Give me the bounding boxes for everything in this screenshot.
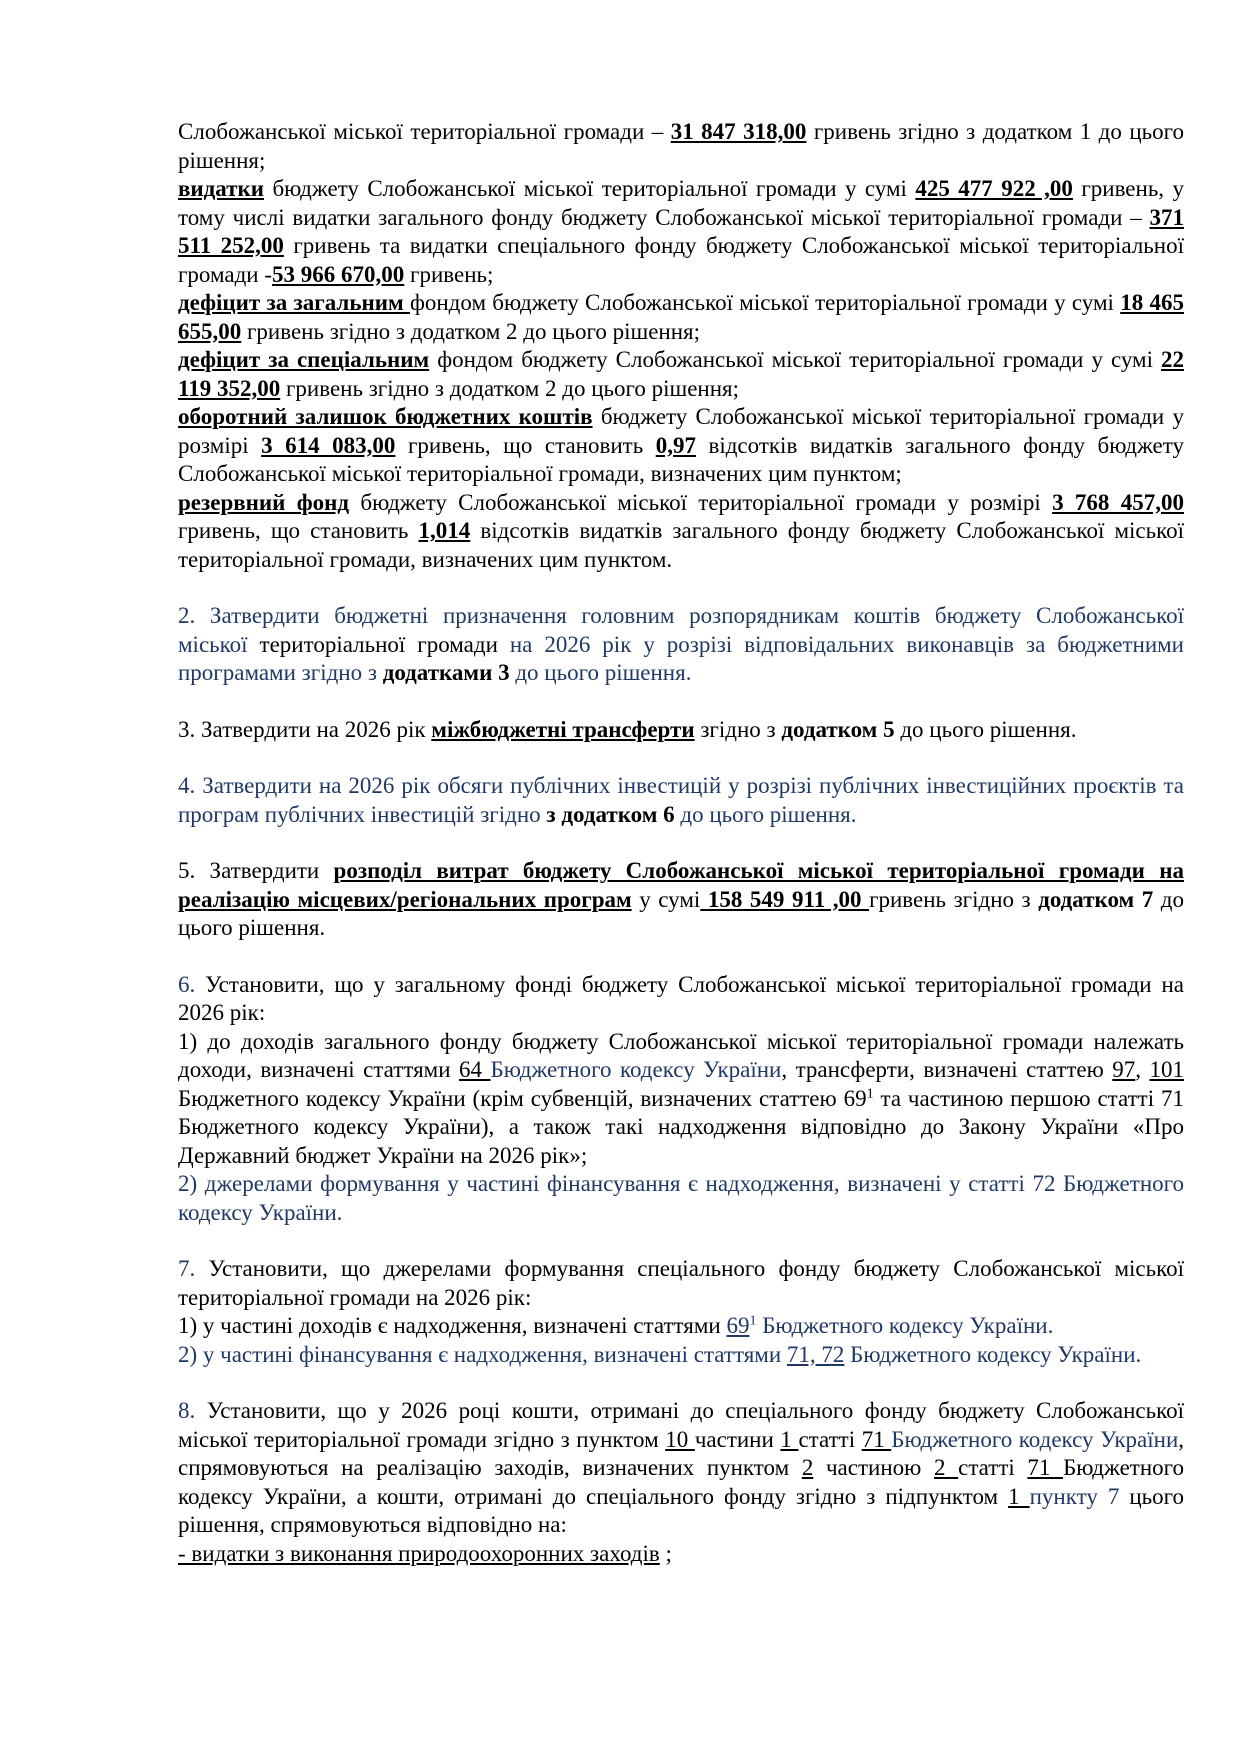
text: 5. Затвердити xyxy=(178,858,334,883)
text: - видатки з виконання природоохоронних заходів xyxy=(178,1540,660,1566)
text: Бюджетного кодексу України xyxy=(891,1426,1179,1452)
amount-deficit-general: 18 465 655,00 xyxy=(178,290,1184,344)
term-deficit-special: дефіцит за спеціальним xyxy=(178,347,430,372)
appendix-5-ref: додатком 5 xyxy=(781,716,895,742)
text: цього рішення, спрямовуються відповідно на: xyxy=(178,1483,1184,1537)
text: відсотків видатків загального фонду бюджету Слобожанської міської територіальної громади, визначених цим пунктом; xyxy=(178,432,1184,486)
text: фондом бюджету Слобожанської міської територіальної громади у сумі xyxy=(429,347,1161,372)
paragraph-revenues-general-fund xyxy=(178,118,1184,175)
item-5 xyxy=(178,857,1184,943)
amount-programs: 158 549 911 ,00 xyxy=(700,886,870,912)
item-6 xyxy=(178,971,1184,1028)
text: гривень; xyxy=(404,261,494,287)
text: бюджету Слобожанської міської територіальної громади у розмірі xyxy=(349,489,1053,515)
article-ref: 69 xyxy=(726,1313,750,1338)
text: гривень, у тому числі видатки загального фонду бюджету Слобожанської міської територіальної громади – xyxy=(178,176,1184,230)
text: Слобожанської міської територіальної громади – xyxy=(178,119,671,144)
paragraph-deficit-general xyxy=(178,289,1184,346)
superscript: 1 xyxy=(866,1085,874,1101)
text: 2. Затвердити бюджетні призначення головним розпорядникам коштів бюджету Слобожанської міської xyxy=(178,603,1184,657)
text: 2) у частині фінансування є надходження, визначені статтями xyxy=(178,1341,787,1367)
text: Бюджетного кодексу України. xyxy=(844,1341,1142,1367)
item-6-subitem-2: 2) джерелами формування у частині фінансування є надходження, визначені у статті 72 Бюджетного кодексу України. xyxy=(178,1171,1184,1225)
text: гривень, що становить xyxy=(395,432,656,458)
text: гривень та видатки спеціального фонду бюджету Слобожанської міської територіальної громади - xyxy=(178,233,1184,287)
item-7-subitem-1 xyxy=(178,1312,1184,1341)
text: відсотків видатків загального фонду бюджету Слобожанської міської територіальної громади, визначених цим пунктом. xyxy=(178,518,1185,572)
amount-general-fund-expenditures: 371 511 252,00 xyxy=(178,204,1184,258)
text: Бюджетного кодексу України, а кошти, отримані до спеціального фонду згідно з підпунктом xyxy=(178,1455,1185,1509)
text: фондом бюджету Слобожанської міської територіальної громади у сумі xyxy=(409,290,1121,315)
item-3 xyxy=(178,716,1184,745)
item-number: 7. xyxy=(178,1256,196,1281)
text: на 2026 рік у розрізі відповідальних виконавців за бюджетними програмами згідно з xyxy=(178,631,1184,685)
article-ref: 71 xyxy=(861,1426,892,1452)
text: 3. Затвердити на 2026 рік xyxy=(178,716,432,742)
article-ref: 71, 72 xyxy=(786,1341,845,1367)
paragraph-deficit-special xyxy=(178,346,1184,403)
text: гривень згідно з xyxy=(869,886,1039,912)
item-6-subitem-1 xyxy=(178,1028,1184,1171)
text: , xyxy=(1135,1057,1150,1082)
item-8-list-1 xyxy=(178,1540,1184,1569)
text: , спрямовуються на реалізацію заходів, визначених пунктом xyxy=(178,1426,1185,1480)
item-7-subitem-2 xyxy=(178,1341,1184,1370)
appendix-7-ref: додатком 7 xyxy=(1038,886,1154,912)
part-ref: 1 xyxy=(780,1426,799,1452)
paragraph-reserve-fund xyxy=(178,489,1184,575)
point-ref: 10 xyxy=(665,1426,695,1452)
text: згідно з xyxy=(694,716,782,742)
amount-working-balance: 3 614 083,00 xyxy=(261,432,396,458)
text: та частиною першою статті 71 Бюджетного кодексу України), а також такі надходження відповідно до Закону України «Про Державний бюджет України на 2026 рік»; xyxy=(178,1085,1184,1168)
item-number: 8. xyxy=(178,1398,196,1423)
text: Бюджетного кодексу України xyxy=(490,1057,782,1082)
text: частиною xyxy=(813,1455,934,1480)
term-program-distribution: розподіл витрат бюджету Слобожанської міської територіальної громади на реалізацію місцевих/регіональних програм xyxy=(178,858,1184,912)
text: у сумі xyxy=(631,886,701,912)
text: 4. Затвердити на 2026 рік обсяги публічних інвестицій у розрізі публічних інвестиційних проєктів та програм публічних інвестицій згідно xyxy=(178,773,1184,827)
text: до цього рішення. xyxy=(894,716,1077,742)
article-ref: 71 xyxy=(1027,1455,1064,1480)
text: 1) до доходів загального фонду бюджету Слобожанської міської територіальної громади належать доходи, визначені статтями xyxy=(178,1028,1184,1082)
document-page xyxy=(178,118,1184,1568)
item-8 xyxy=(178,1397,1184,1540)
item-number: 6. xyxy=(178,971,196,997)
term-deficit-general: дефіцит за загальним xyxy=(178,290,410,315)
text: гривень, що становить xyxy=(178,518,419,543)
term-interbudget-transfers: міжбюджетні трансферти xyxy=(431,716,695,742)
text: частини xyxy=(694,1426,781,1452)
text: Установити, що у 2026 році кошти, отримані до спеціального фонду бюджету Слобожанської міської територіальної громади згідно з пунктом xyxy=(178,1398,1184,1452)
text: , трансферти, визначені статтею xyxy=(781,1057,1113,1082)
text: Установити, що джерелами формування спеціального фонду бюджету Слобожанської міської територіальної громади на 2026 рік: xyxy=(178,1256,1184,1310)
text: Бюджетного кодексу України. xyxy=(756,1313,1054,1338)
amount-general-fund-revenue: 31 847 318,00 xyxy=(670,119,807,144)
text: бюджету Слобожанської міської територіальної громади у сумі xyxy=(264,176,916,201)
text: Бюджетного кодексу України (крім субвенцій, визначених статтею 69 xyxy=(178,1085,867,1111)
subpoint-ref: 1 xyxy=(1008,1483,1030,1509)
text: територіальної громади xyxy=(259,631,498,657)
amount-special-fund-expenditures: 53 966 670,00 xyxy=(272,261,405,287)
text: бюджету Слобожанської міської територіальної громади у розмірі xyxy=(178,404,1184,458)
point-ref: 2 xyxy=(801,1455,814,1480)
appendix-3-ref: додатками 3 xyxy=(382,660,510,685)
article-ref: 101 xyxy=(1149,1057,1184,1082)
text: до цього рішення. xyxy=(509,660,692,685)
amount-total-expenditures: 425 477 922 ,00 xyxy=(915,176,1073,201)
item-2 xyxy=(178,602,1184,688)
article-ref: 64 xyxy=(459,1057,491,1082)
text: до цього рішення. xyxy=(178,886,1185,940)
amount-deficit-special: 22 119 352,00 xyxy=(178,347,1184,401)
text: до цього рішення. xyxy=(674,801,857,827)
superscript: 1 xyxy=(749,1313,757,1329)
text: гривень згідно з додатком 1 до цього рішення; xyxy=(178,119,1185,173)
part-ref: 2 xyxy=(933,1455,959,1480)
paragraph-working-balance xyxy=(178,403,1184,489)
text: гривень згідно з додатком 2 до цього рішення; xyxy=(280,375,739,401)
text: ; xyxy=(659,1540,672,1566)
item-4 xyxy=(178,772,1184,829)
text: 1) у частині доходів є надходження, визначені статтями xyxy=(178,1313,727,1338)
appendix-6-ref: з додатком 6 xyxy=(546,801,675,827)
text: гривень згідно з додатком 2 до цього рішення; xyxy=(241,318,701,344)
term-working-balance: оборотний залишок бюджетних коштів xyxy=(178,404,593,429)
term-reserve-fund: резервний фонд xyxy=(178,489,350,515)
text: статті xyxy=(958,1455,1028,1480)
article-ref: 97 xyxy=(1112,1057,1136,1082)
text: статті xyxy=(798,1426,862,1452)
item-7 xyxy=(178,1255,1184,1312)
term-expenditures: видатки xyxy=(178,176,265,201)
amount-reserve-fund: 3 768 457,00 xyxy=(1052,489,1184,515)
text: пункту 7 xyxy=(1029,1483,1120,1509)
text: Установити, що у загальному фонді бюджету Слобожанської міської територіальної громади на 2026 рік: xyxy=(178,971,1184,1025)
percent-reserve-fund: 1,014 xyxy=(418,518,471,543)
percent-working-balance: 0,97 xyxy=(655,432,696,458)
paragraph-expenditures xyxy=(178,175,1184,289)
